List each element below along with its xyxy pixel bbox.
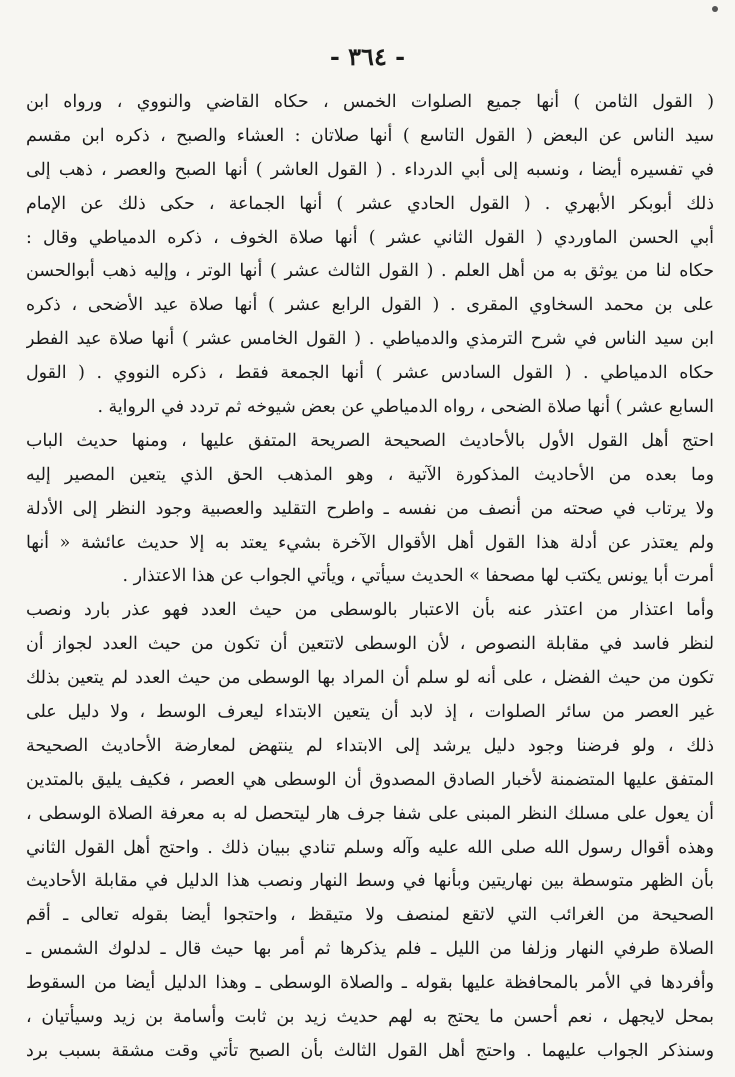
text-line: أمرت أبا يونس يكتب لها مصحفا » الحديث سيأتي ، ويأتي الجواب عن هذا الاعتذار .	[122, 566, 714, 587]
text-line: أن يعول على مسلك النظر المبنى على شفا جرف هار ليتحصل له به معرفة الصلاة الوسطى ،	[26, 803, 714, 824]
text-line: الصلاة طرفي النهار وزلفا من الليل ـ فلم يذكرها ثم أمر بها حيث قال ـ لدلوك الشمس ـ	[26, 939, 714, 960]
page-speck	[712, 6, 718, 12]
text-line: على بن محمد السخاوي المقرى . ( القول الرابع عشر ) أنها صلاة عيد الأضحى ، ذكره	[26, 295, 714, 316]
text-line: لنظر فاسد في مقابلة النصوص ، لأن الوسطى لاتتعين أن تكون من حيث العدد لجواز أن	[26, 634, 714, 655]
text-line: ذلك أبوبكر الأبهري . ( القول الحادي عشر ) أنها الجماعة ، حكى ذلك عن الإمام	[26, 193, 714, 214]
text-line: احتج أهل القول الأول بالأحاديث الصحيحة الصريحة المتفق عليها ، ومنها حديث الباب	[26, 430, 714, 451]
text-line: أبي الحسن الماوردي ( القول الثاني عشر ) أنها صلاة الخوف ، ذكره الدمياطي وقال :	[26, 227, 714, 248]
text-line: وأفردها في الأمر بالمحافظة عليها بقوله ـ والصلاة الوسطى ـ وهذا الدليل أيضا من السقوط	[26, 973, 714, 994]
text-line: المتفق عليها المتضمنة لأخبار الصادق المصدوق أن الوسطى هي العصر ، فكيف يليق بالمتدين	[26, 769, 714, 790]
text-line: حكاه لنا من يوثق به من أهل العلم . ( القول الثالث عشر ) أنها الوتر ، وإليه ذهب أبوالحسن	[26, 261, 714, 282]
text-line: حكاه الدمياطي . ( القول السادس عشر ) أنها الجمعة فقط ، ذكره النووي . ( القول	[26, 363, 714, 384]
text-line: وسنذكر الجواب عليهما . واحتج أهل القول الثالث بأن الصبح تأتي وقت مشقة بسبب برد	[26, 1040, 714, 1061]
text-line: وأما اعتذار من اعتذر عنه بأن الاعتبار بالوسطى من حيث العدد فهو عذر بارد ونصب	[26, 600, 714, 621]
body-text	[26, 86, 714, 1069]
text-line: ولا يرتاب في صحته من أنصف من نفسه ـ واطرح التقليد والعصبية وجود النظر إلى الأدلة	[26, 498, 714, 519]
text-line: سيد الناس عن البعض ( القول التاسع ) أنها صلاتان : العشاء والصبح ، ذكره ابن مقسم	[26, 125, 714, 146]
text-line: بمحل لايجهل ، نعم أحسن ما يحتج به لهم حديث زيد بن ثابت وأسامة بن زيد وسيأتيان ،	[26, 1007, 714, 1028]
text-line: ابن سيد الناس في شرح الترمذي والدمياطي . ( القول الخامس عشر ) أنها صلاة عيد الفطر	[26, 329, 714, 350]
text-line: بأن الظهر متوسطة بين نهاريتين وبأنها في وسط النهار ونصب هذا الدليل في مقابلة الأحاديث	[26, 871, 714, 892]
text-line: السابع عشر ) أنها صلاة الضحى ، رواه الدمياطي عن بعض شيوخه ثم تردد في الرواية .	[97, 397, 714, 418]
text-line: ذلك ، ولو فرضنا وجود دليل يرشد إلى الابتداء لم ينتهض لمعارضة الأحاديث الصحيحة	[26, 735, 714, 756]
text-line: في تفسيره أيضا ، ونسبه إلى أبي الدرداء . ( القول العاشر ) أنها الصبح والعصر ، ذهب إلى	[26, 159, 714, 180]
text-line: وهذه أقوال رسول الله صلى الله عليه وآله وسلم تنادي ببيان ذلك . واحتج أهل القول الثاني	[26, 837, 714, 858]
text-line: وما بعده من الأحاديث المذكورة الآتية ، وهو المذهب الحق الذي يتعين المصير إليه	[26, 464, 714, 485]
text-line: تكون من حيث الفضل ، على أنه لو سلم أن المراد بها الوسطى من حيث العدد لم يتعين بذلك	[26, 668, 714, 689]
text-line: غير العصر من سائر الصلوات ، إذ لابد أن يتعين الابتداء ليعرف الوسط ، ولا دليل على	[26, 702, 714, 723]
text-line: ( القول الثامن ) أنها جميع الصلوات الخمس ، حكاه القاضي والنووي ، ورواه ابن	[26, 92, 714, 112]
text-line: ولم يعتذر عن أدلة هذا القول أهل الأقوال الآخرة بشيء يعتد به إلا حديث عائشة « أنها	[26, 532, 714, 553]
page-number: - ٣٦٤ -	[329, 42, 406, 71]
text-line: الصحيحة من الغرائب التي لاتقع لمنصف ولا متيقظ ، واحتجوا أيضا بقوله تعالى ـ أقم	[26, 905, 714, 926]
